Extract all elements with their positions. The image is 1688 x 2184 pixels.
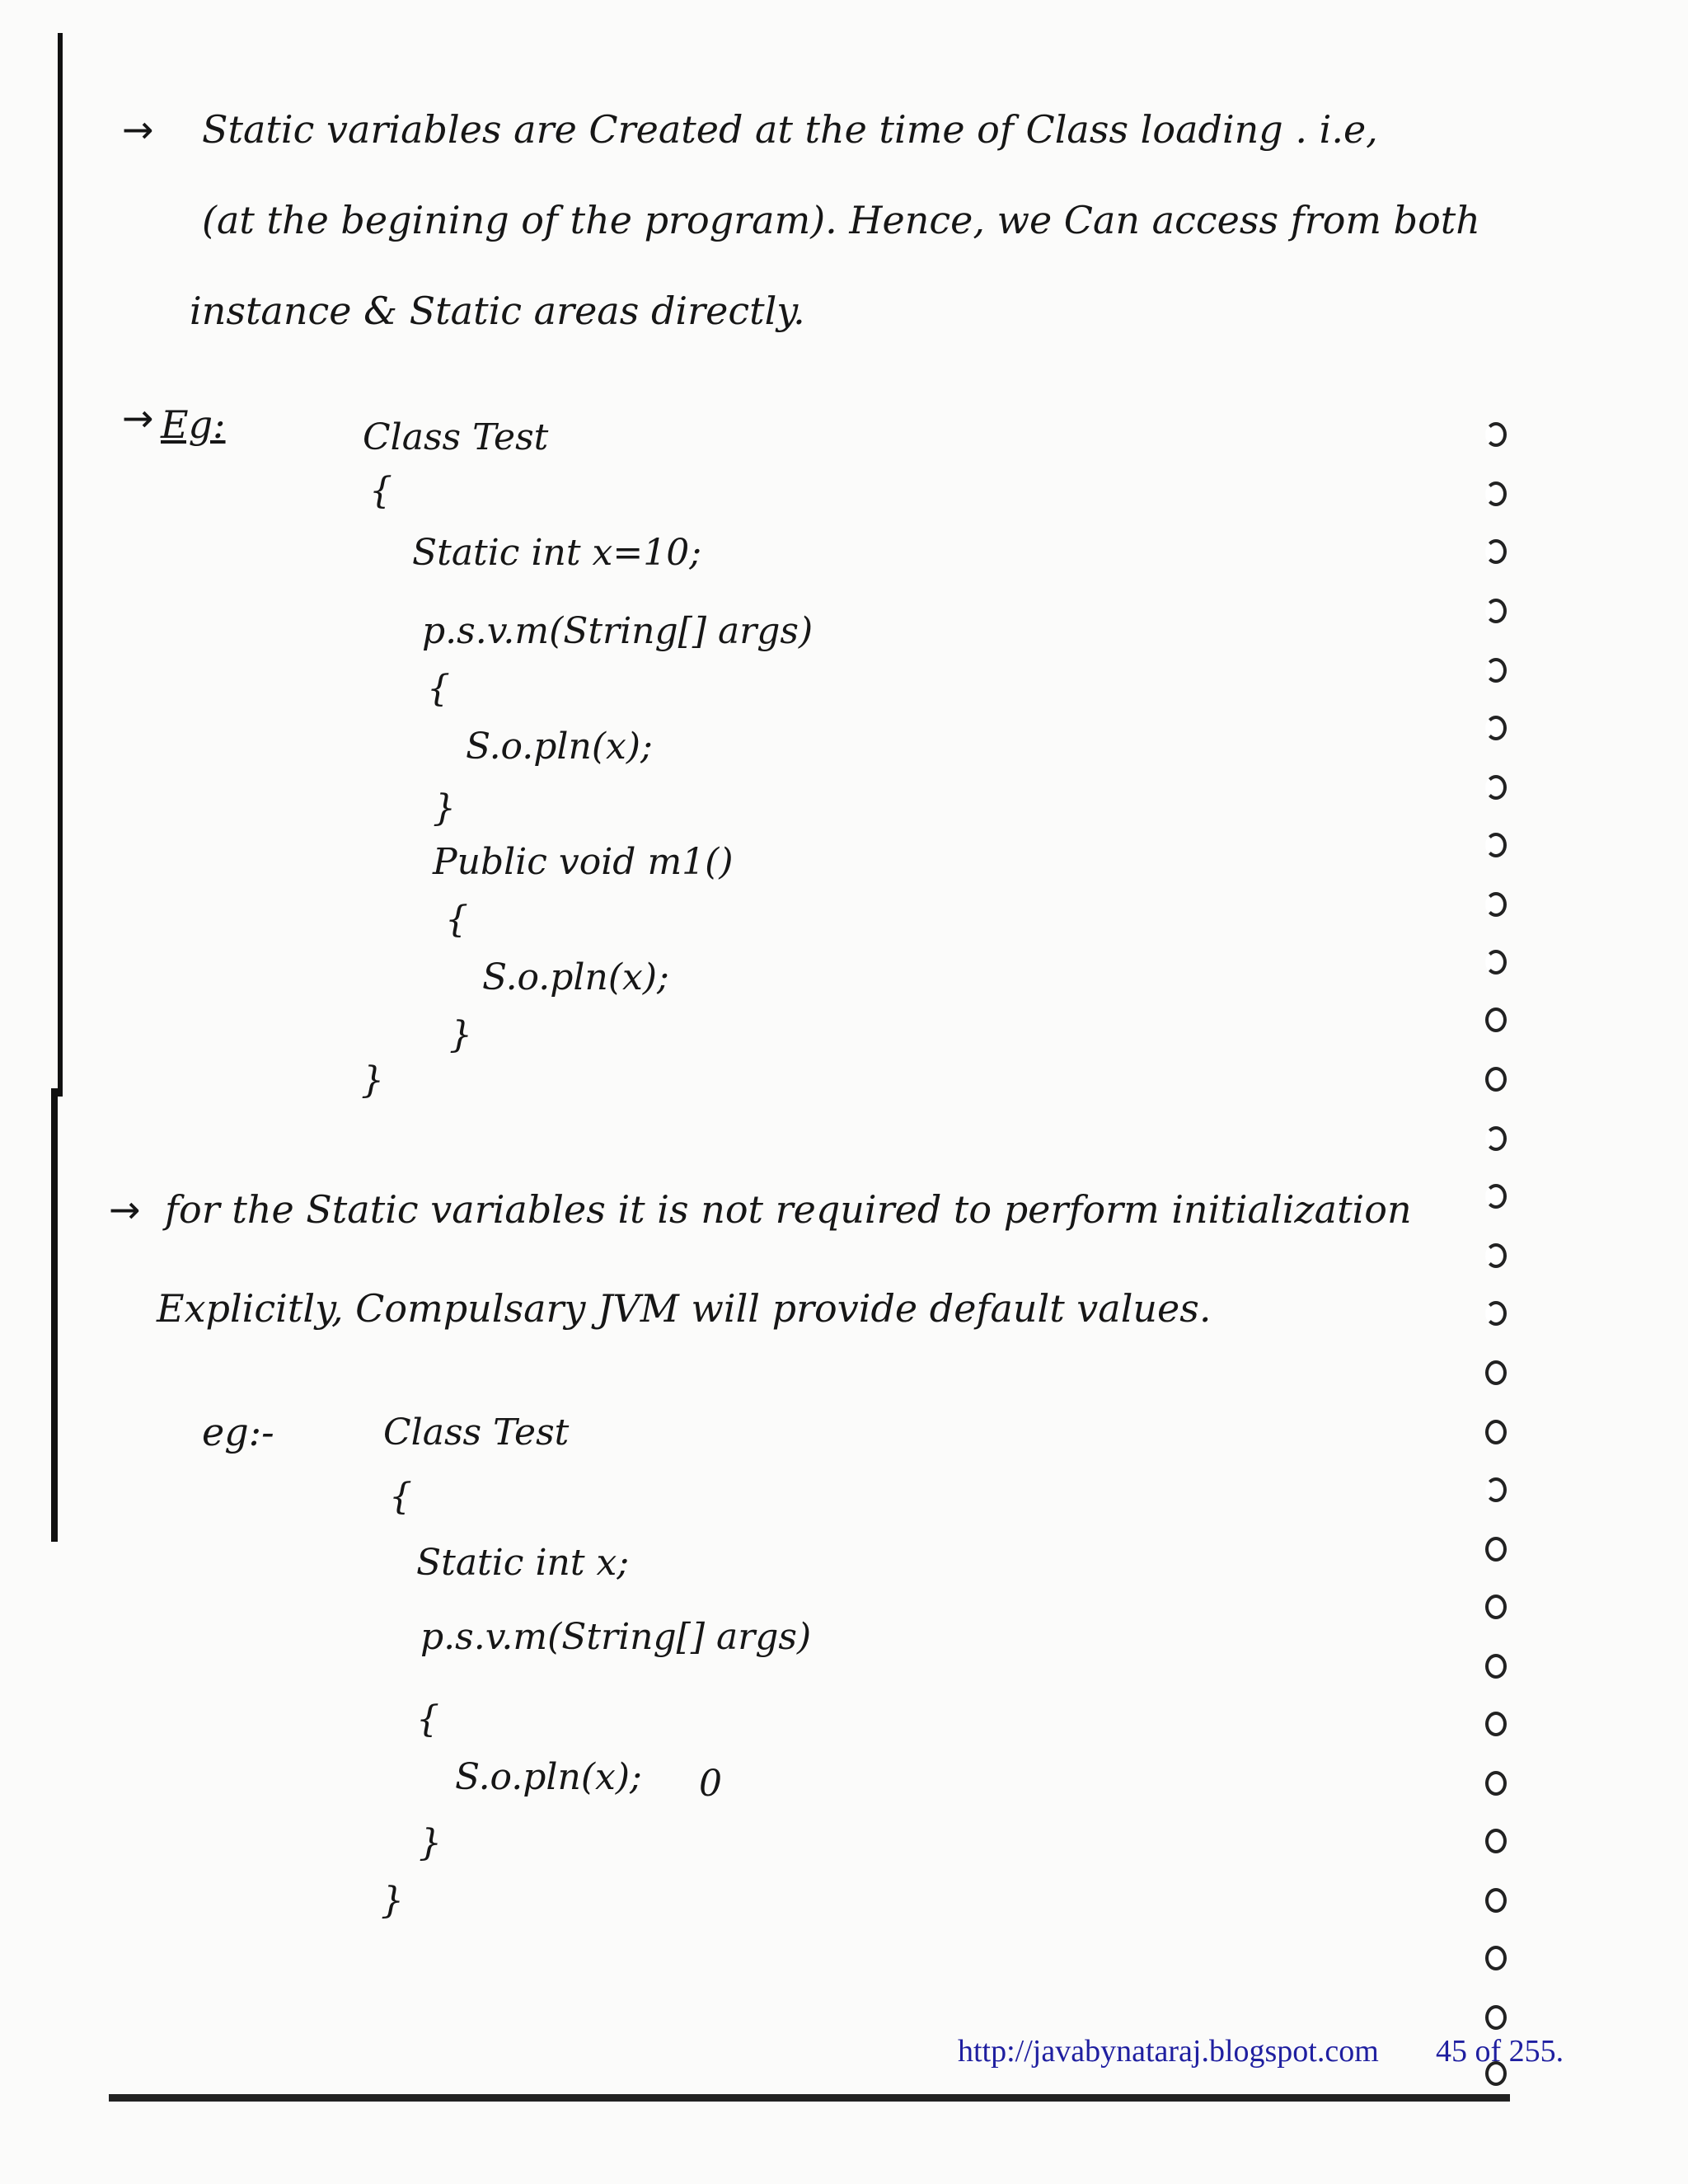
para1-line3: instance & Static areas directly. (190, 289, 805, 333)
example1-line-10: } (449, 1014, 472, 1056)
example2-line-1: { (389, 1476, 412, 1518)
example2-line-6: } (419, 1822, 442, 1864)
example1-line-4: { (427, 668, 450, 710)
para2-line2: Explicitly, Compulsary JVM will provide default values. (157, 1286, 1212, 1331)
example1-line-3: p.s.v.m(String[] args) (422, 610, 814, 652)
example1-line-6: } (433, 787, 456, 829)
example1-line-0: Class Test (363, 416, 549, 458)
footer-link[interactable]: http://javabynataraj.blogspot.com (958, 2034, 1379, 2069)
example2-line-2: Static int x; (416, 1542, 630, 1584)
para1-line2: (at the begining of the program). Hence, we Can access from both (202, 198, 1480, 242)
example1-line-9: S.o.pln(x); (482, 956, 669, 998)
example2-line-3: p.s.v.m(String[] args) (420, 1616, 812, 1658)
example2-label: eg:- (202, 1410, 274, 1454)
para2-line1: for the Static variables it is not required to perform initialization (165, 1187, 1412, 1232)
example1-arrow-icon: → (122, 396, 154, 440)
bottom-rule (109, 2094, 1510, 2102)
left-margin-line (58, 33, 63, 1097)
example1-line-7: Public void m1() (433, 841, 734, 883)
example1-line-11: } (361, 1059, 384, 1101)
para1-line1: Static variables are Created at the time of Class loading . i.e, (202, 107, 1378, 152)
example1-line-5: S.o.pln(x); (466, 726, 653, 768)
example2-line-7: } (381, 1880, 404, 1922)
example2-line-4: { (416, 1698, 439, 1740)
bullet-arrow-icon: → (122, 107, 154, 152)
example1-line-2: Static int x=10; (412, 532, 702, 574)
example2-output: 0 (699, 1763, 722, 1805)
page-number: 45 of 255. (1436, 2034, 1564, 2069)
left-margin-line-lower (51, 1088, 58, 1542)
example2-line-0: Class Test (383, 1411, 570, 1454)
example1-label: Eg: (161, 402, 226, 447)
example2-line-5: S.o.pln(x); (455, 1756, 642, 1798)
bullet-arrow-icon-2: → (109, 1187, 141, 1232)
example1-line-8: { (445, 899, 468, 941)
example1-line-1: { (369, 470, 392, 512)
